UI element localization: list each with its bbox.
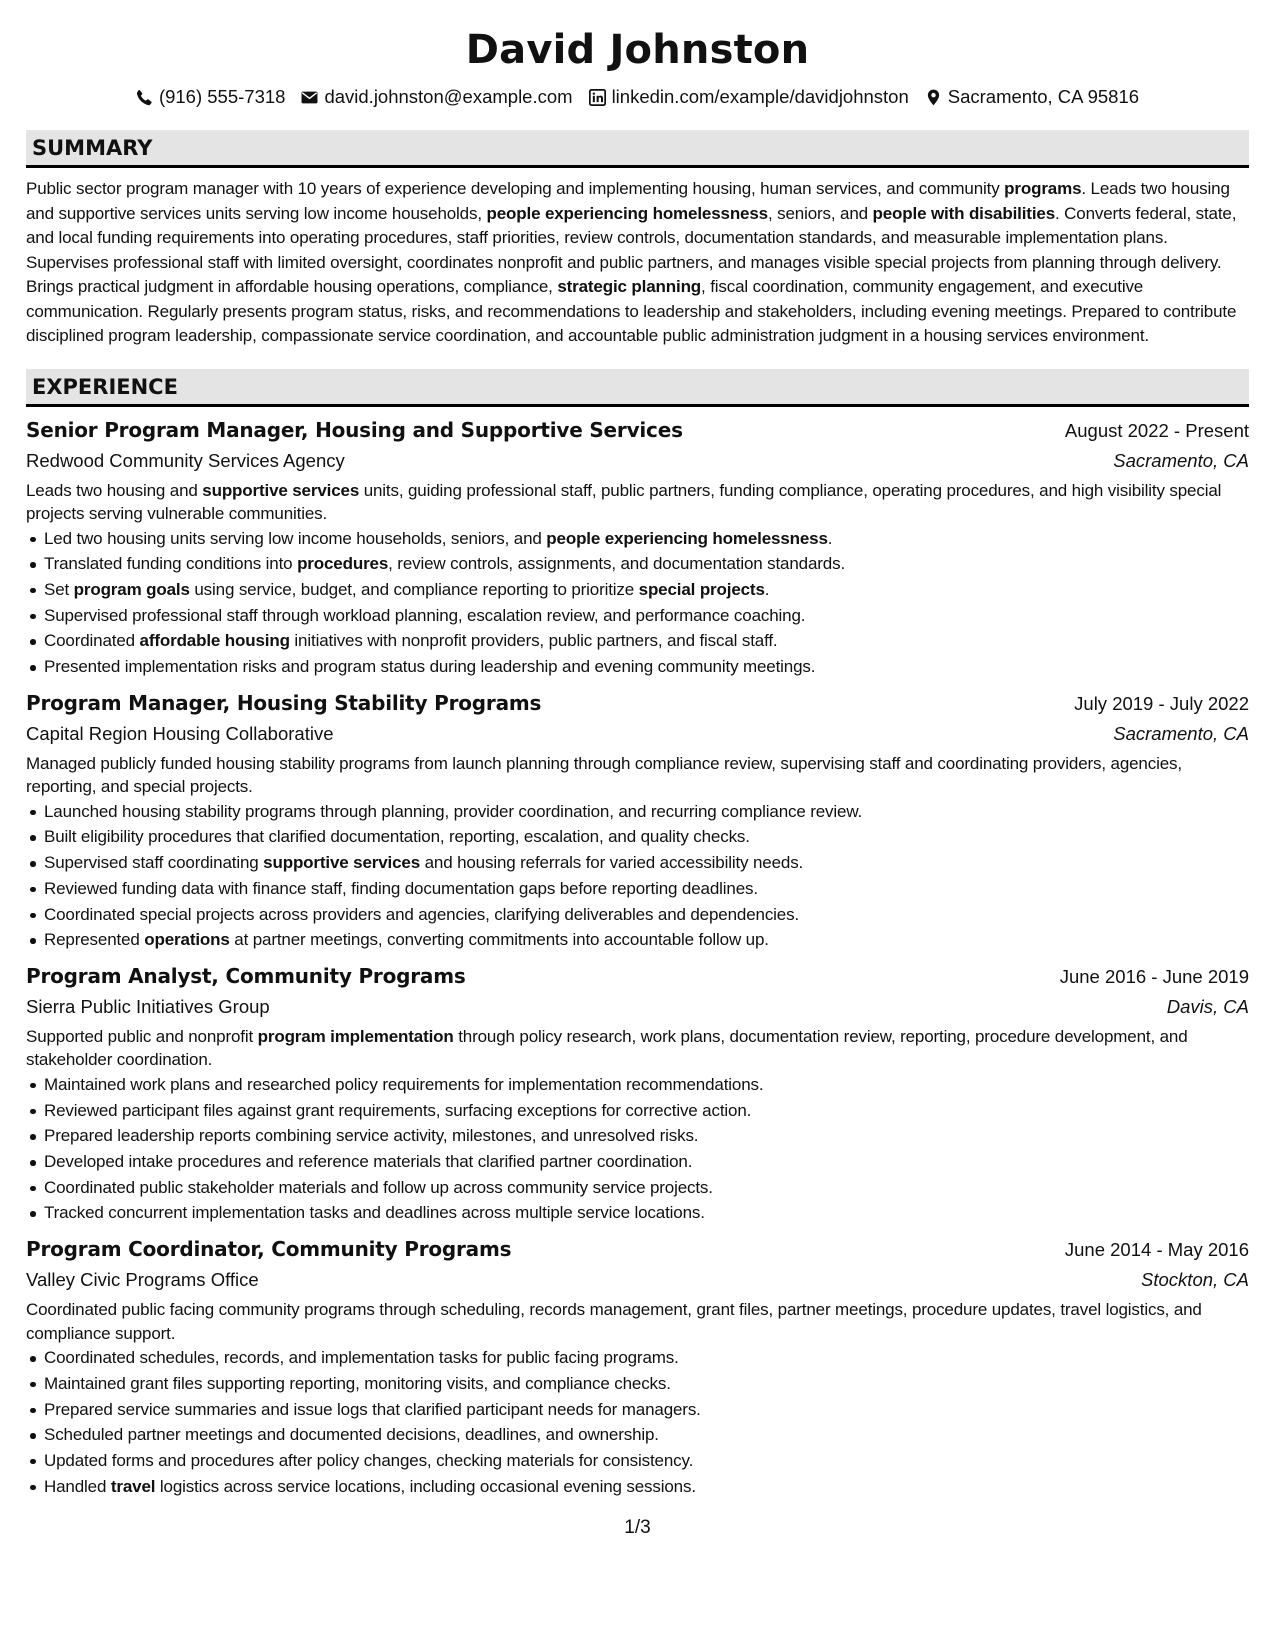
bullet-keyword: affordable housing [139,631,290,651]
job-entry [26,415,1249,680]
bullet-text: Built eligibility procedures that clarified documentation, reporting, escalation, and quality checks. [44,827,750,847]
linkedin-link[interactable]: linkedin.com/example/davidjohnston [611,86,909,107]
job-bullet [44,628,1249,654]
job-description-text: through policy research, work plans, documentation review, reporting, procedure development, and stakeholder coordination. [26,1026,1188,1070]
bullet-keyword: program goals [73,579,190,599]
job-organization: Redwood Community Services Agency [26,449,345,471]
bullet-keyword: special projects [638,579,765,599]
contact-bar [26,84,1249,110]
job-description-text: units, guiding professional staff, public partners, funding compliance, operating procedures, and high visibility special projects serving vulnerable communities. [26,480,1222,523]
bullet-text: Maintained grant files supporting reporting, monitoring visits, and compliance checks. [44,1373,671,1393]
summary-keyword: people with disabilities [872,203,1056,223]
job-header-row [26,1234,1249,1265]
job-bullet-list [26,1345,1249,1499]
job-bullet [44,603,1249,629]
summary-text: . Converts federal, state, and local funding requirements into operating procedures, staff priorities, review controls, documentation standards, and measurable implementation plans. Supervises professional staff with limited oversight, coordinates nonprofit and public partners, and manages visible special projects from planning through delivery. Brings practical judgment in affordable housing operations, compliance, [26,203,1237,296]
summary-heading: SUMMARY [26,130,1249,168]
experience-list [26,415,1249,1500]
bullet-keyword: supportive services [263,853,421,873]
envelope-icon [301,89,318,106]
job-org-row [26,1265,1249,1295]
experience-heading: EXPERIENCE [26,369,1249,407]
job-description-text: Supported public and nonprofit [26,1026,258,1046]
bullet-text: Coordinated special projects across providers and agencies, clarifying deliverables and dependencies. [44,904,800,924]
job-title: Senior Program Manager, Housing and Supportive Services [26,417,683,442]
bullet-text: Coordinated [44,631,140,651]
bullet-text: Prepared service summaries and issue logs that clarified participant needs for managers. [44,1399,701,1419]
job-org-row [26,446,1249,476]
bullet-text: Reviewed funding data with finance staff, finding documentation gaps before reporting deadlines. [44,878,758,898]
job-bullet [44,902,1249,928]
bullet-text: Updated forms and procedures after policy changes, checking materials for consistency. [44,1450,694,1470]
bullet-text: Coordinated public stakeholder materials and follow up across community service projects. [44,1177,713,1197]
job-bullet [44,654,1249,680]
job-location: Stockton, CA [1141,1269,1249,1291]
job-bullet [44,1072,1249,1098]
contact-email[interactable] [301,84,572,110]
contact-linkedin[interactable] [589,84,909,110]
contact-location [925,84,1139,110]
job-bullet [44,1448,1249,1474]
job-bullet-list [26,526,1249,680]
bullet-text: Maintained work plans and researched policy requirements for implementation recommendations. [44,1074,764,1094]
bullet-text: and housing referrals for varied accessibility needs. [420,853,804,873]
bullet-text: Translated funding conditions into [44,554,298,574]
job-organization: Capital Region Housing Collaborative [26,722,334,744]
bullet-text: at partner meetings, converting commitments into accountable follow up. [229,930,769,950]
bullet-text: Led two housing units serving low income households, seniors, and [44,528,547,548]
job-bullet [44,1149,1249,1175]
job-description-keyword: supportive services [202,480,360,500]
bullet-keyword: travel [110,1476,156,1496]
bullet-text: Tracked concurrent implementation tasks and deadlines across multiple service locations. [44,1203,705,1223]
job-org-row [26,719,1249,749]
summary-text: , seniors, and [767,203,873,223]
job-bullet [44,1474,1249,1500]
job-title: Program Analyst, Community Programs [26,963,466,988]
job-bullet-list [26,1072,1249,1226]
email-link[interactable]: david.johnston@example.com [324,86,573,107]
job-title: Program Manager, Housing Stability Programs [26,690,542,715]
job-location: Sacramento, CA [1113,722,1249,744]
job-dates: July 2019 - July 2022 [1074,692,1249,714]
bullet-text: Presented implementation risks and program status during leadership and evening community meetings. [44,657,816,677]
job-description-keyword: program implementation [257,1026,454,1046]
job-organization: Valley Civic Programs Office [26,1269,259,1291]
contact-phone [136,84,286,110]
job-description-text: Managed publicly funded housing stability programs from launch planning through compliance review, supervising staff and coordinating providers, agencies, reporting, and special projects. [26,753,1182,797]
phone-icon [136,89,153,106]
bullet-text: . [764,579,770,599]
job-dates: June 2016 - June 2019 [1059,965,1249,987]
job-dates: June 2014 - May 2016 [1064,1239,1249,1261]
job-bullet [44,824,1249,850]
summary-text: . Leads two housing and supportive services units serving low income households, [26,179,1230,223]
job-bullet [44,850,1249,876]
job-bullet [44,1200,1249,1226]
summary-keyword: people experiencing homelessness [486,203,768,223]
job-bullet [44,526,1249,552]
job-org-row [26,992,1249,1022]
bullet-keyword: operations [144,930,230,950]
phone-text: (916) 555-7318 [158,86,286,107]
bullet-text: initiatives with nonprofit providers, public partners, and fiscal staff. [289,631,778,651]
bullet-text: . [827,528,833,548]
linkedin-icon [589,89,606,106]
job-bullet [44,1345,1249,1371]
job-bullet [44,1098,1249,1124]
job-description [26,1298,1249,1345]
bullet-text: Supervised professional staff through workload planning, escalation review, and performance coaching. [44,605,806,625]
bullet-text: using service, budget, and compliance reporting to prioritize [189,579,639,599]
job-bullet [44,1397,1249,1423]
job-bullet [44,927,1249,953]
summary-text: Public sector program manager with 10 years of experience developing and implementing housing, human services, and community [26,179,1005,198]
page-number: 1/3 [624,1517,651,1538]
summary-text: , fiscal coordination, community engagement, and executive communication. Regularly presents program status, risks, and recommendations to leadership and stakeholders, including evening meetings. Prepared to contribute disciplined program leadership, compassionate service coordination, and accountable public administration judgment in a housing services environment. [26,277,1237,345]
job-entry [26,961,1249,1226]
job-description [26,752,1249,799]
job-location: Davis, CA [1166,995,1249,1017]
job-dates: August 2022 - Present [1064,419,1249,441]
bullet-text: Scheduled partner meetings and documented decisions, deadlines, and ownership. [44,1425,659,1445]
job-bullet [44,1123,1249,1149]
job-header-row [26,688,1249,719]
bullet-text: Launched housing stability programs through planning, provider coordination, and recurring compliance review. [44,801,863,821]
job-bullet [44,799,1249,825]
job-location: Sacramento, CA [1113,449,1249,471]
job-bullet [44,1175,1249,1201]
summary-text [26,177,1249,349]
bullet-keyword: procedures [297,554,389,574]
bullet-text: Developed intake procedures and reference materials that clarified partner coordination. [44,1152,693,1172]
job-entry [26,1234,1249,1499]
location-text: Sacramento, CA 95816 [947,86,1140,107]
job-organization: Sierra Public Initiatives Group [26,995,270,1017]
job-bullet-list [26,799,1249,953]
job-bullet [44,1422,1249,1448]
job-bullet [44,551,1249,577]
bullet-text: Represented [44,930,145,950]
resume-page [26,0,1249,1499]
job-description [26,1025,1249,1072]
bullet-text: Prepared leadership reports combining service activity, milestones, and unresolved risks. [44,1126,699,1146]
bullet-text: Reviewed participant files against grant requirements, surfacing exceptions for corrective action. [44,1100,752,1120]
job-bullet [44,577,1249,603]
summary-keyword: programs [1004,179,1082,198]
job-header-row [26,415,1249,446]
bullet-text: Set [44,579,74,599]
bullet-text: Supervised staff coordinating [44,853,264,873]
job-entry [26,688,1249,953]
map-pin-icon [925,89,942,106]
bullet-text: , review controls, assignments, and documentation standards. [388,554,846,574]
job-description-text: Leads two housing and [26,480,203,500]
bullet-keyword: people experiencing homelessness [546,528,828,548]
job-header-row [26,961,1249,992]
bullet-text: Coordinated schedules, records, and implementation tasks for public facing programs. [44,1348,679,1368]
job-title: Program Coordinator, Community Programs [26,1237,512,1262]
bullet-text: Handled [44,1476,111,1496]
summary-keyword: strategic planning [557,277,702,296]
job-bullet [44,876,1249,902]
job-description [26,479,1249,526]
job-bullet [44,1371,1249,1397]
candidate-name: David Johnston [465,27,810,73]
job-description-text: Coordinated public facing community programs through scheduling, records management, grant files, partner meetings, procedure updates, travel logistics, and compliance support. [26,1300,1202,1343]
bullet-text: logistics across service locations, including occasional evening sessions. [155,1476,696,1496]
